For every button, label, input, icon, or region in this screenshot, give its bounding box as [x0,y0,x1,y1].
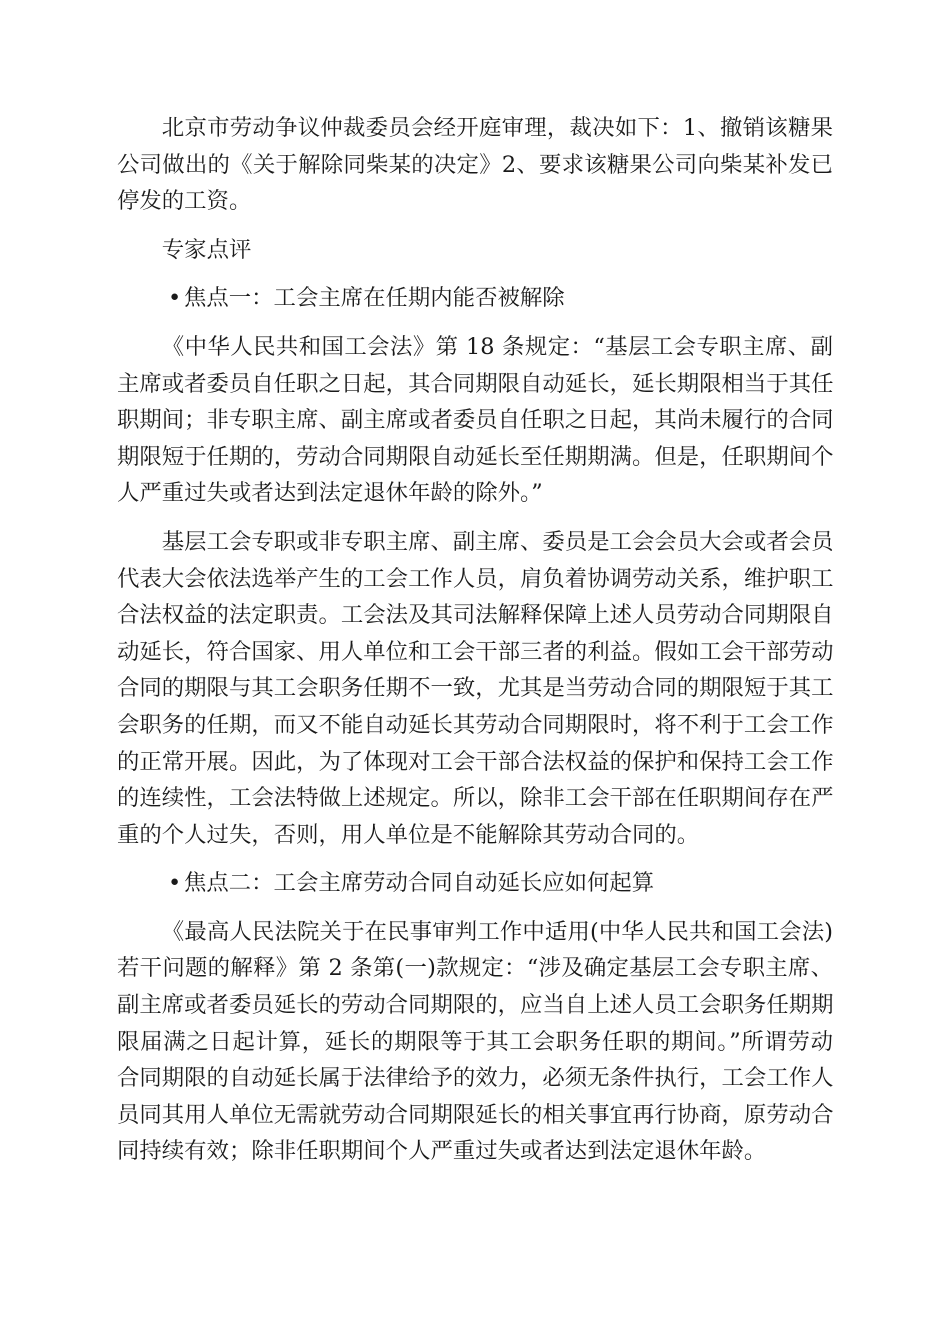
text-line: 员同其用人单位无需就劳动合同期限延长的相关事宜再行协商，原劳动合 [117,1101,834,1128]
text-line: 的连续性，工会法特做上述规定。所以，除非工会干部在任职期间存在严 [117,785,834,812]
text-line: 同持续有效；除非任职期间个人严重过失或者达到法定退休年龄。 [117,1138,767,1165]
paragraph-arbitration-ruling [117,110,833,220]
document-page [117,110,833,1170]
bullet-icon: • [168,285,182,312]
text-line: 人严重过失或者达到法定退休年龄的除外。” [117,480,543,507]
paragraph-union-officials-explanation [117,524,833,853]
focus-point-two [117,865,833,902]
text-line: 北京市劳动争议仲裁委员会经开庭审理，裁决如下：1、撤销该糖果 [161,115,833,141]
text-line: 期限短于任期的，劳动合同期限自动延长至任期期满。但是，任职期间个 [117,443,834,470]
focus-point-two-text: 焦点二：工会主席劳动合同自动延长应如何起算 [184,870,655,897]
section-heading-expert-review: 专家点评 [161,236,252,263]
focus-point-one [117,280,833,317]
paragraph-union-law-article-18 [117,329,833,512]
text-line: 合同的期限与其工会职务任期不一致，尤其是当劳动合同的期限短于其工 [117,675,834,702]
text-line: 合同期限的自动延长属于法律给予的效力，必须无条件执行，工会工作人 [117,1065,834,1092]
text-line: 职期间；非专职主席、副主席或者委员自任职之日起，其尚未履行的合同 [117,407,834,434]
text-line: 会职务的任期，而又不能自动延长其劳动合同期限时，将不利于工会工作 [117,711,834,738]
text-line: 动延长，符合国家、用人单位和工会干部三者的利益。假如工会干部劳动 [117,638,834,665]
focus-point-one-text: 焦点一：工会主席在任期内能否被解除 [184,285,565,312]
text-line: 若干问题的解释》第 2 条第(一)款规定：“涉及确定基层工会专职主席、 [117,955,833,982]
text-line: 重的个人过失，否则，用人单位是不能解除其劳动合同的。 [117,821,700,848]
text-line: 副主席或者委员延长的劳动合同期限的，应当自上述人员工会职务任期期 [117,992,834,1019]
text-line: 基层工会专职或非专职主席、副主席、委员是工会会员大会或者会员 [161,528,834,555]
text-line: 代表大会依法选举产生的工会工作人员，肩负着协调劳动关系，维护职工 [117,565,834,592]
text-line: 《中华人民共和国工会法》第 18 条规定：“基层工会专职主席、副 [161,333,833,360]
bullet-icon: • [168,870,182,897]
text-line: 限届满之日起计算，延长的期限等于其工会职务任职的期间。”所谓劳动 [117,1028,833,1055]
text-line: 的正常开展。因此，为了体现对工会干部合法权益的保护和保持工会工作 [117,748,834,775]
text-line: 合法权益的法定职责。工会法及其司法解释保障上述人员劳动合同期限自 [117,602,834,629]
paragraph-supreme-court-interpretation [117,914,833,1170]
text-line: 停发的工资。 [117,188,252,215]
text-line: 《最高人民法院关于在民事审判工作中适用(中华人民共和国工会法) [161,918,833,945]
text-line: 主席或者委员自任职之日起，其合同期限自动延长，延长期限相当于其任 [117,370,834,397]
text-line: 公司做出的《关于解除同柴某的决定》2、要求该糖果公司向柴某补发已 [117,151,833,178]
